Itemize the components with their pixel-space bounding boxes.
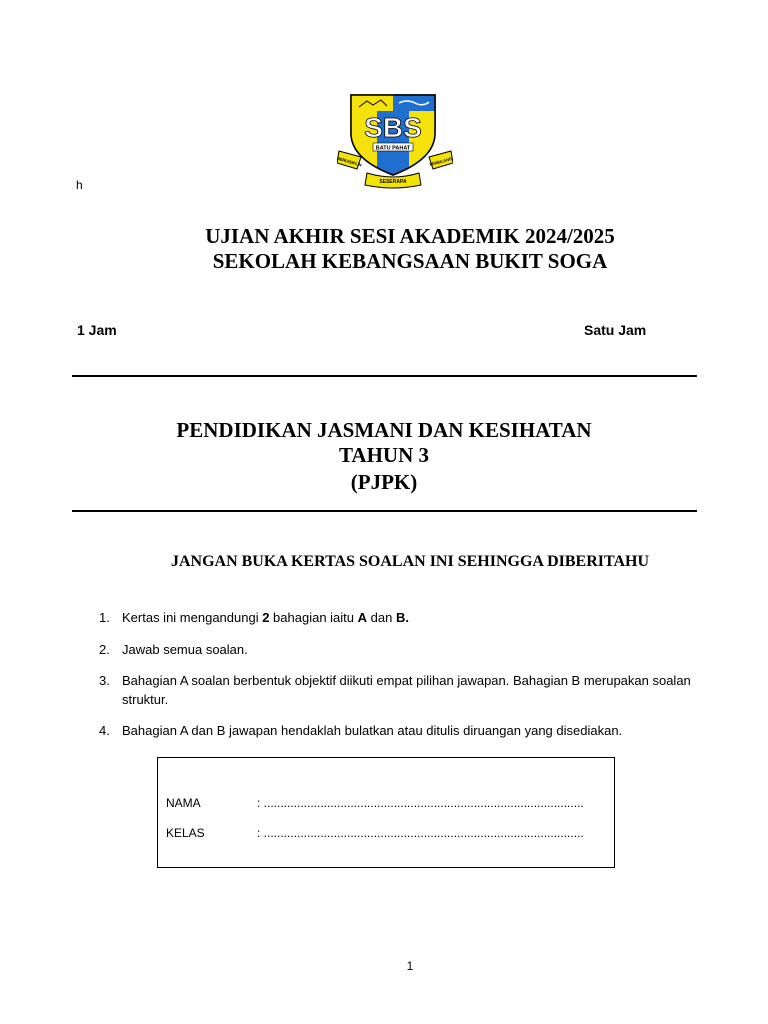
instruction-number: 2. (99, 642, 110, 657)
name-label: NAMA (166, 796, 201, 810)
subject-line2: TAHUN 3 (338, 443, 430, 467)
instruction-item-1 (99, 608, 739, 627)
instruction-number: 4. (99, 723, 110, 738)
instruction-item-4 (99, 721, 739, 740)
svg-text:SESERAPA: SESERAPA (379, 179, 407, 185)
student-info-box (157, 757, 615, 868)
instruction-item-3 (99, 671, 739, 709)
divider-bottom (72, 510, 697, 512)
instruction-text: Jawab semua soalan. (122, 642, 248, 657)
instruction-text: Bahagian A dan B jawapan hendaklah bulatkan atau ditulis diruangan yang disediakan. (122, 723, 623, 738)
warning-notice: JANGAN BUKA KERTAS SOALAN INI SEHINGGA DIBERITAHU (170, 553, 650, 570)
svg-text:TERBILANG: TERBILANG (428, 155, 453, 168)
exam-title-line2: SEKOLAH KEBANGSAAN BUKIT SOGA (212, 249, 608, 273)
school-crest-logo (337, 93, 453, 189)
instruction-text: Bahagian A soalan berbentuk objektif diikuti empat pilihan jawapan. Bahagian B merupakan soalan struktur. (122, 673, 691, 707)
class-field[interactable]: : ................................................................................................ (257, 826, 584, 840)
class-label: KELAS (166, 826, 205, 840)
svg-text:BATU PAHAT: BATU PAHAT (375, 145, 411, 152)
name-field[interactable]: : ................................................................................................ (257, 796, 584, 810)
svg-text:SBS: SBS (364, 112, 422, 143)
instruction-number: 1. (99, 610, 110, 625)
svg-text:BERDISIPLIN: BERDISIPLIN (337, 155, 363, 168)
instruction-text: Kertas ini mengandungi 2 bahagian iaitu A dan B. (122, 610, 409, 625)
duration-numeric: 1 Jam (77, 322, 117, 338)
instruction-item-2 (99, 640, 739, 659)
subject-line3: (PJPK) (350, 470, 418, 494)
exam-title-line1: UJIAN AKHIR SESI AKADEMIK 2024/2025 (205, 224, 615, 248)
divider-top (72, 375, 697, 377)
instruction-number: 3. (99, 673, 110, 688)
subject-line1: PENDIDIKAN JASMANI DAN KESIHATAN (176, 418, 592, 442)
stray-character: h (76, 178, 83, 192)
page-number: 1 (406, 959, 414, 973)
duration-words: Satu Jam (584, 322, 647, 338)
